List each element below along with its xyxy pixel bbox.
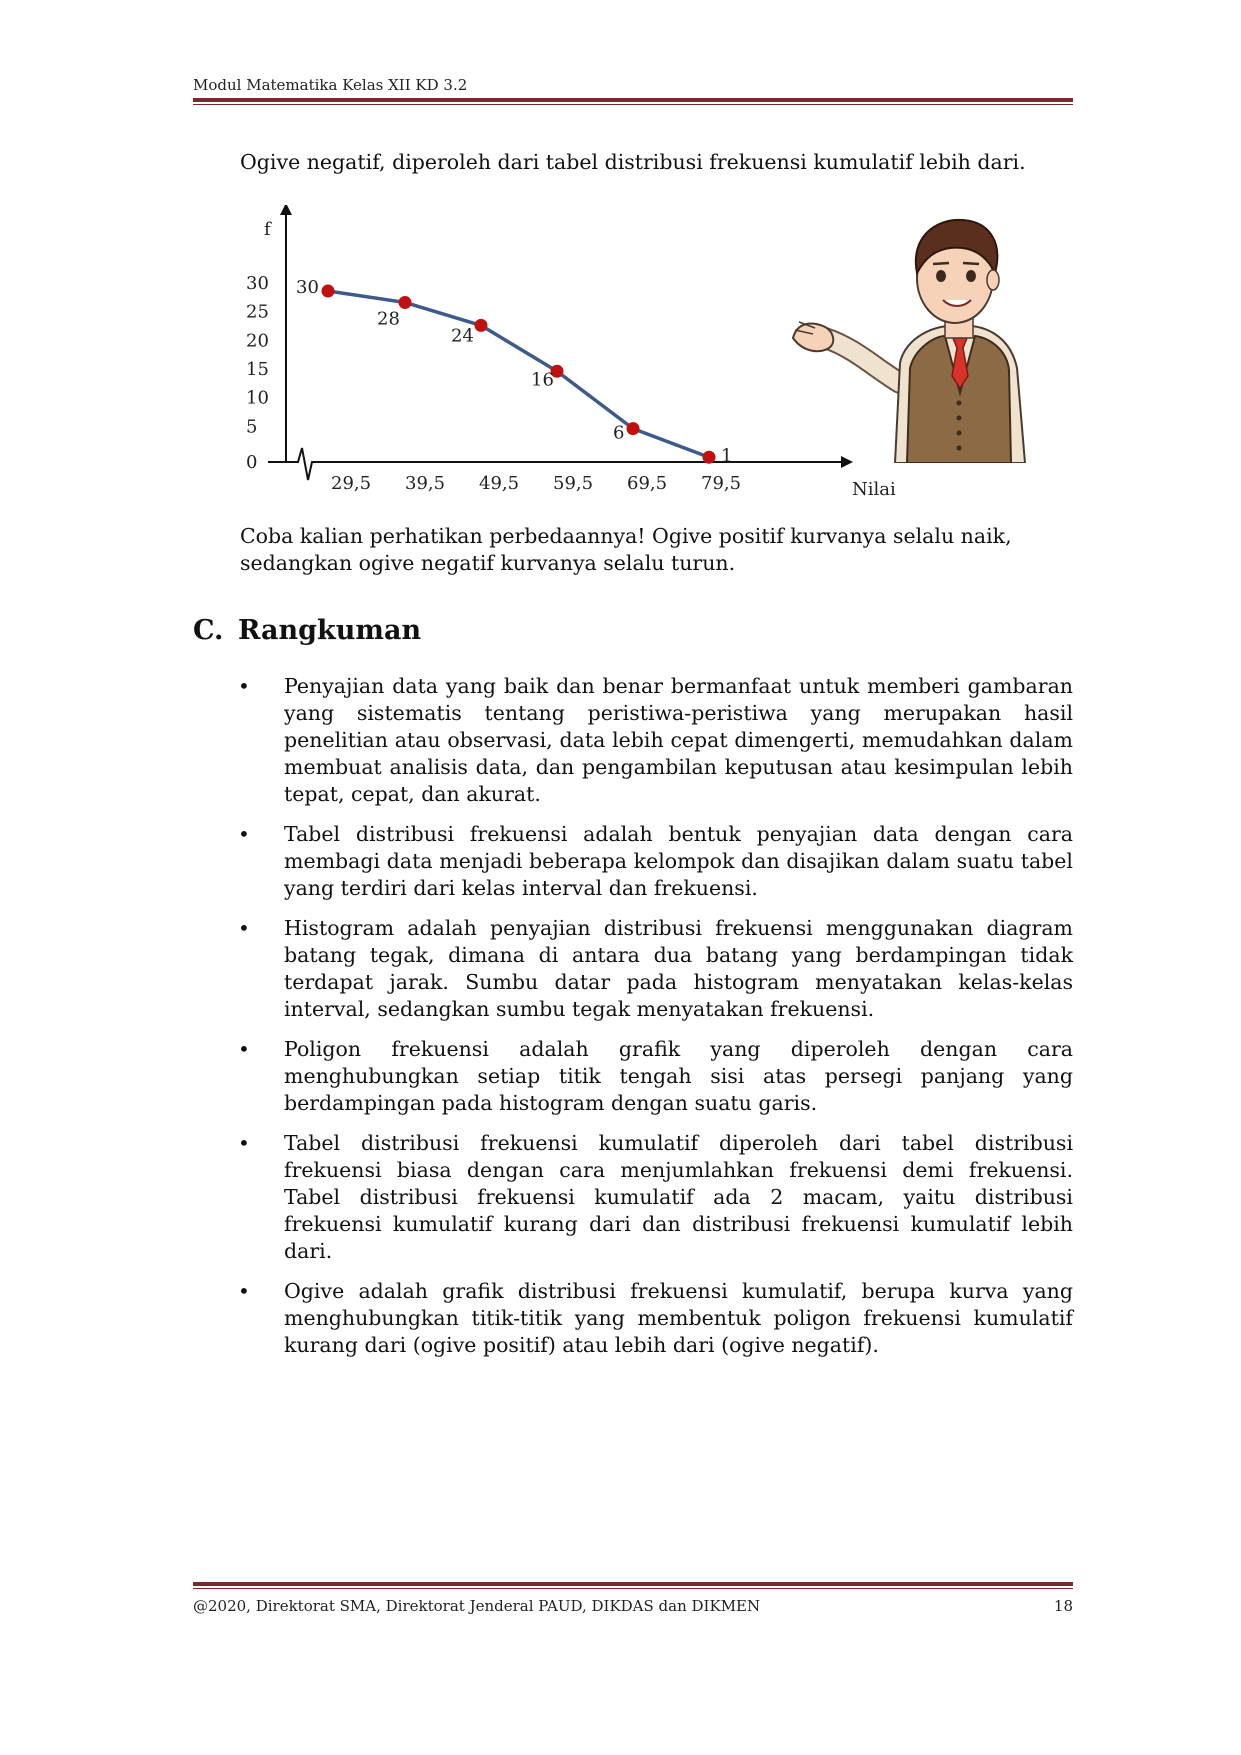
header-title: Modul Matematika Kelas XII KD 3.2 <box>193 76 468 94</box>
list-item <box>238 821 1073 902</box>
y-tick-label: 15 <box>246 359 269 380</box>
y-tick-label: 5 <box>246 416 258 438</box>
bullet-icon: • <box>238 916 250 940</box>
data-point <box>399 296 412 309</box>
y-axis-arrow-icon <box>280 205 292 215</box>
data-label: 6 <box>613 422 625 444</box>
list-item <box>238 1036 1073 1117</box>
header-rule <box>193 98 1073 105</box>
data-point <box>475 319 488 332</box>
bullet-icon: • <box>238 1279 250 1303</box>
chart-axes <box>268 205 853 480</box>
footer-credit: @2020, Direktorat SMA, Direktorat Jenderal PAUD, DIKDAS dan DIKMEN <box>193 1597 761 1615</box>
bullet-icon: • <box>238 822 250 846</box>
x-tick-label: 59,5 <box>553 473 594 494</box>
page-number: 18 <box>1053 1597 1073 1615</box>
y-tick-label: 0 <box>246 452 258 473</box>
y-tick-labels <box>246 273 269 473</box>
y-axis-title: f <box>264 219 271 240</box>
bullet-icon: • <box>238 674 250 698</box>
y-tick-label: 25 <box>246 301 269 323</box>
list-item <box>238 1278 1073 1359</box>
x-axis-title: Nilai <box>852 479 896 500</box>
y-tick-label: 10 <box>246 387 269 409</box>
y-tick-label: 30 <box>246 273 269 294</box>
x-tick-label: 79,5 <box>701 473 742 494</box>
y-tick-label: 20 <box>246 330 269 352</box>
list-item-text: Ogive adalah grafik distribusi frekuensi kumulatif, berupa kurva yang menghubungkan titik-titik yang membentuk poligon frekuensi kumulatif kurang dari (ogive positif) atau lebih dari (ogive negatif). <box>284 1279 1073 1357</box>
comparison-note: Coba kalian perhatikan perbedaannya! Ogive positif kurvanya selalu naik, sedangkan ogive negatif kurvanya selalu turun. <box>240 524 1012 575</box>
footer <box>193 1597 1073 1615</box>
section-letter: C. <box>193 615 224 646</box>
x-tick-label: 69,5 <box>627 473 668 494</box>
bullet-icon: • <box>238 1037 250 1061</box>
list-item-text: Histogram adalah penyajian distribusi frekuensi menggunakan diagram batang tegak, dimana di antara dua batang yang berdampingan tidak terdapat jarak. Sumbu datar pada histogram menyatakan kelas-kelas interval, sedangkan sumbu tegak menyatakan frekuensi. <box>284 916 1073 1021</box>
data-label: 28 <box>377 308 400 330</box>
data-label: 30 <box>296 277 319 298</box>
teacher-illustration <box>785 218 1035 463</box>
x-tick-labels <box>331 473 741 494</box>
list-item <box>238 915 1073 1023</box>
list-item <box>238 673 1073 808</box>
summary-list <box>238 673 1073 1372</box>
x-tick-label: 49,5 <box>479 473 520 494</box>
list-item-text: Tabel distribusi frekuensi adalah bentuk penyajian data dengan cara membagi data menjadi beberapa kelompok dan disajikan dalam suatu tabel yang terdiri dari kelas interval dan frekuensi. <box>284 822 1073 900</box>
data-point <box>627 422 640 435</box>
bullet-icon: • <box>238 1131 250 1155</box>
ogive-series <box>296 277 732 466</box>
data-label: 1 <box>721 445 733 467</box>
list-item <box>238 1130 1073 1265</box>
data-point <box>322 285 335 298</box>
intro-text: Ogive negatif, diperoleh dari tabel distribusi frekuensi kumulatif lebih dari. <box>240 150 1026 174</box>
section-heading <box>193 615 421 646</box>
section-title: Rangkuman <box>238 615 422 646</box>
footer-rule <box>193 1582 1073 1589</box>
list-item-text: Tabel distribusi frekuensi kumulatif diperoleh dari tabel distribusi frekuensi biasa dengan cara menjumlahkan frekuensi demi frekuensi. Tabel distribusi frekuensi kumulatif ada 2 macam, yaitu distribusi frekuensi kumulatif kurang dari dan distribusi frekuensi kumulatif lebih dari. <box>284 1131 1073 1263</box>
x-tick-label: 39,5 <box>405 473 446 494</box>
data-label: 16 <box>531 369 554 391</box>
x-tick-label: 29,5 <box>331 473 372 494</box>
list-item-text: Poligon frekuensi adalah grafik yang diperoleh dengan cara menghubungkan setiap titik tengah sisi atas persegi panjang yang berdampingan pada histogram dengan suatu garis. <box>284 1037 1073 1115</box>
data-point <box>703 451 716 464</box>
list-item-text: Penyajian data yang baik dan benar bermanfaat untuk memberi gambaran yang sistematis tentang peristiwa-peristiwa yang merupakan hasil penelitian atau observasi, data lebih cepat dimengerti, memudahkan dalam membuat analisis data, dan pengambilan keputusan atau kesimpulan lebih tepat, cepat, dan akurat. <box>284 674 1073 806</box>
data-label: 24 <box>451 325 474 347</box>
